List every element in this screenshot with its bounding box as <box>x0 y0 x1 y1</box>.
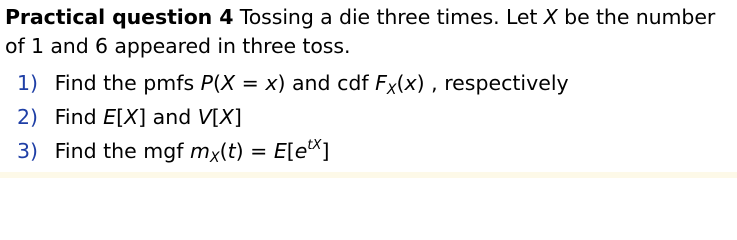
pmf-expression: P(X = x) <box>200 71 286 95</box>
item-text-2: Find <box>54 105 97 129</box>
expectation-expression: E[X] <box>103 105 147 129</box>
question-item-2 <box>17 100 569 134</box>
item-between-1: and cdf <box>291 71 369 95</box>
mgf-expression: $m_X(t) = E[e^{tX}]$ <box>190 138 330 166</box>
problem-title: Practical question 4 <box>5 5 234 29</box>
problem-text: Tossing a die three times. Let X be the number of 1 and 6 appeared in three toss. <box>5 5 716 58</box>
problem-statement <box>5 3 733 61</box>
item-number-1: 1) <box>17 71 39 95</box>
question-list <box>17 66 569 168</box>
question-item-3 <box>17 134 569 168</box>
bottom-band <box>0 172 737 178</box>
item-tail-1: , respectively <box>431 71 569 95</box>
cdf-expression: $F_X(x)$ <box>375 71 425 98</box>
item-number-3: 3) <box>17 139 39 163</box>
item-text-3: Find the mgf <box>54 139 184 163</box>
item-between-2: and <box>152 105 192 129</box>
item-text-1: Find the pmfs <box>54 71 195 95</box>
variance-expression: V[X] <box>197 105 242 129</box>
question-item-1 <box>17 66 569 100</box>
item-number-2: 2) <box>17 105 39 129</box>
